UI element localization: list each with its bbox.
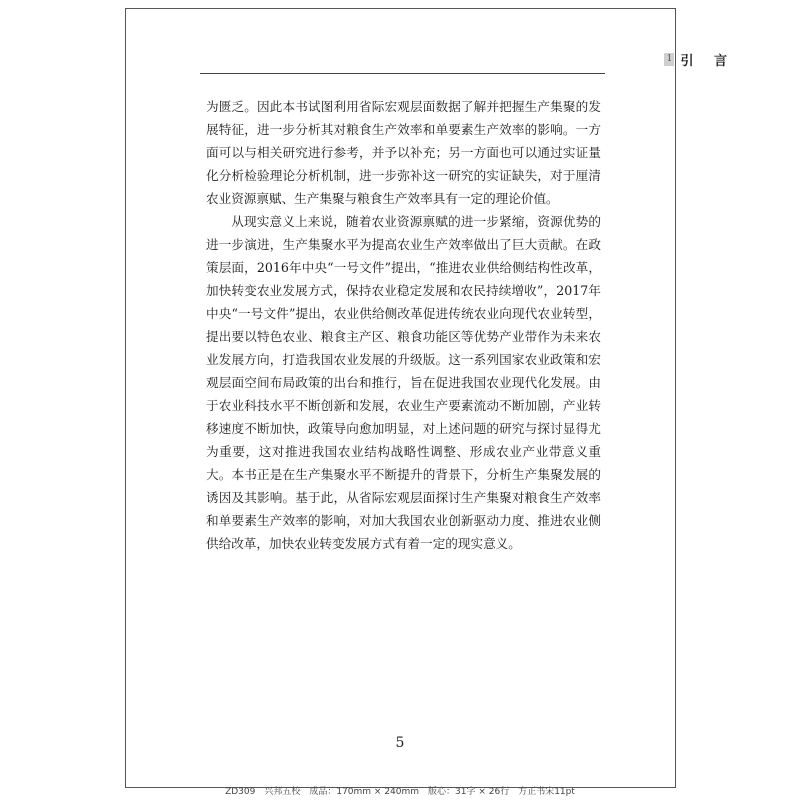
chapter-marker: 1 xyxy=(664,53,674,66)
chapter-title: 引 言 xyxy=(680,54,735,69)
paragraph-practical-significance: 从现实意义上来说，随着农业资源禀赋的进一步紧缩，资源优势的进一步演进，生产集聚水平为提高农业生产效率做出了巨大贡献。在政策层面，2016年中央“一号文件”提出，“推进农业供给侧结构性改革，加快转变农业发展方式，保持农业稳定发展和农民持续增收”，2017年中央“一号文件”提出，农业供给侧改革促进传统农业向现代农业转型，提出要以特色农业、粮食主产区、粮食功能区等优势产业带作为未来农业发展方向，打造我国农业发展的升级版。这一系列国家农业政策和宏观层面空间布局政策的出台和推行，旨在促进我国农业现代化发展。由于农业科技水平不断创新和发展，农业生产要素流动不断加剧，产业转移速度不断加快，政策导向愈加明显，对上述问题的研究与探讨显得尤为重要，这对推进我国农业结构战略性调整、形成农业产业带意义重大。本书正是在生产集聚水平不断提升的背景下，分析生产集聚发展的诱因及其影响。基于此，从省际宏观层面探讨生产集聚对粮食生产效率和单要素生产效率的影响，对加大我国农业创新驱动力度、推进农业侧供给改革，加快农业转变发展方式有着一定的现实意义。 xyxy=(206,214,601,551)
print-footer: ZD309 兴邦五校 成品：170mm × 240mm 版心：31字 × 26行 方正书宋11pt xyxy=(225,787,575,797)
paragraph-continued: 为匮乏。因此本书试图利用省际宏观层面数据了解并把握生产集聚的发展特征，进一步分析其对粮食生产效率和单要素生产效率的影响。一方面可以与相关研究进行参考，并予以补充；另一方面也可以通过实证量化分析检验理论分析机制，进一步弥补这一研究的实证缺失，对于厘清农业资源禀赋、生产集聚与粮食生产效率具有一定的理论价值。 xyxy=(206,99,601,206)
running-header xyxy=(664,50,735,69)
body-text xyxy=(206,95,601,555)
header-rule xyxy=(200,73,605,74)
page-number: 5 xyxy=(395,735,405,751)
